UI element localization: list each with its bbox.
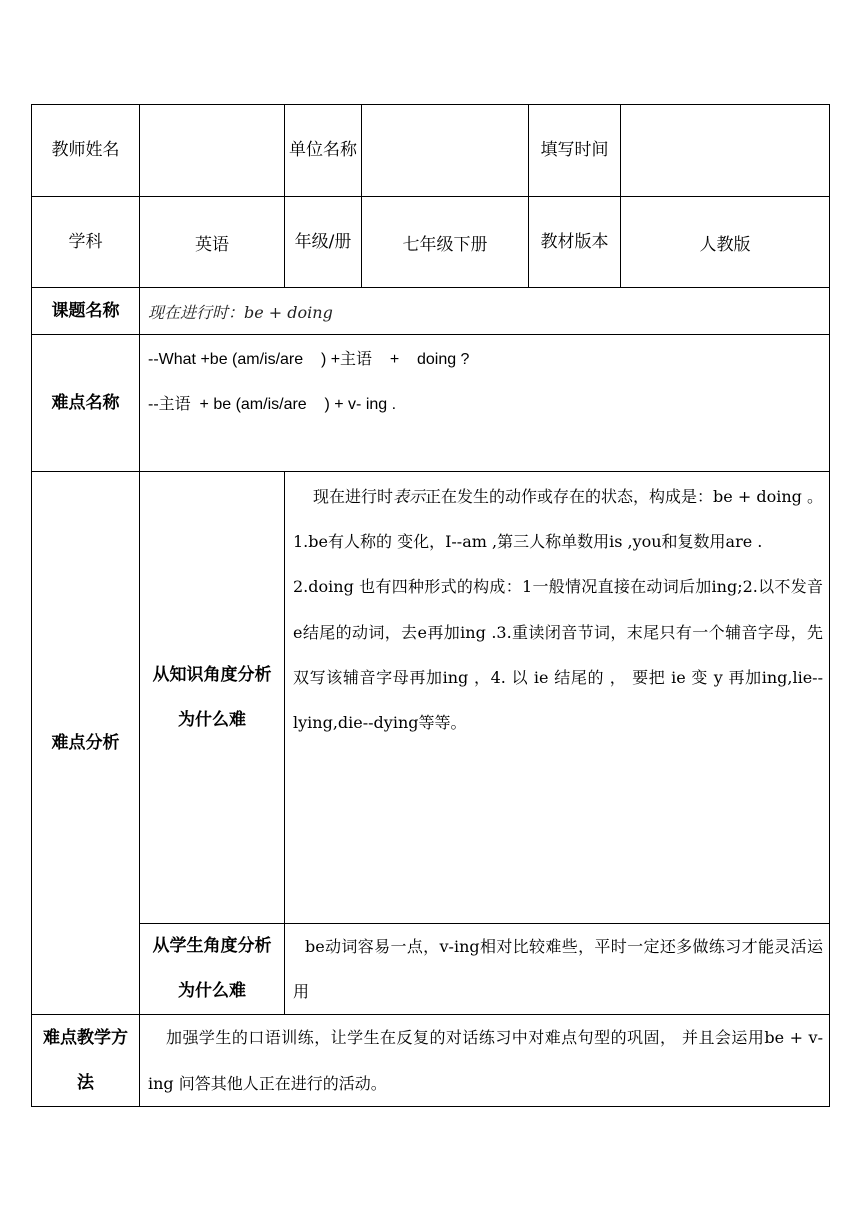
row-analysis-student [32,924,830,1015]
row-topic [32,288,830,335]
row-method [32,1015,830,1106]
knowledge-point-2: 2.doing 也有四种形式的构成：1一般情况直接在动词后加ing;2.以不发音e结尾的动词，去e再加ing .3.重读闭音节词，末尾只有一个辅音字母，先双写该辅音字母再加ing ，4. 以 ie 结尾的 ， 要把 ie 变 y 再加ing,lie--lying,die--dying等等。 [293,577,823,733]
knowledge-intro-pre: 现在进行时 [313,487,394,506]
grade-value: 七年级下册 [362,197,529,288]
subject-value: 英语 [140,197,285,288]
unit-name-value [362,105,529,197]
knowledge-intro [285,474,829,519]
student-angle-text: be动词容易一点，v-ing相对比较难些，平时一定还多做练习才能灵活运用 [293,937,823,1002]
row-difficulty [32,335,830,472]
row-analysis-knowledge [32,472,830,924]
row-subject [32,197,830,288]
subject-label: 学科 [32,197,140,288]
edition-value: 人教版 [621,197,830,288]
topic-label: 课题名称 [32,288,140,335]
knowledge-angle-content [285,472,830,924]
difficulty-line-2: --主语 + be (am/is/are ) + v- ing . [148,396,397,413]
method-content [140,1015,830,1106]
student-angle-content [285,924,830,1015]
fill-date-value [621,105,830,197]
student-angle-label: 从学生角度分析为什么难 [140,924,285,1015]
teacher-name-label: 教师姓名 [32,105,140,197]
method-text: 加强学生的口语训练，让学生在反复的对话练习中对难点句型的巩固， 并且会运用be + v-ing 问答其他人正在进行的活动。 [148,1028,823,1093]
difficulty-label: 难点名称 [32,335,140,472]
lesson-plan-table [31,104,830,1107]
row-teacher [32,105,830,197]
fill-date-label: 填写时间 [529,105,621,197]
analysis-label: 难点分析 [32,472,140,1015]
difficulty-content [140,335,830,472]
unit-name-label: 单位名称 [285,105,362,197]
edition-label: 教材版本 [529,197,621,288]
grade-label: 年级/册 [285,197,362,288]
knowledge-point-1: 1.be有人称的 变化，I--am ,第三人称单数用is ,you和复数用are . [293,532,763,552]
method-label: 难点教学方法 [32,1015,140,1106]
knowledge-intro-em: 表示 [393,487,426,506]
knowledge-angle-label: 从知识角度分析为什么难 [140,472,285,924]
topic-value: 现在进行时：be + doing [140,288,830,335]
teacher-name-value [140,105,285,197]
knowledge-intro-post: 正在发生的动作或存在的状态，构成是：be + doing 。 [425,487,823,506]
difficulty-line-1: --What +be (am/is/are ) +主语 + doing ? [148,351,470,368]
